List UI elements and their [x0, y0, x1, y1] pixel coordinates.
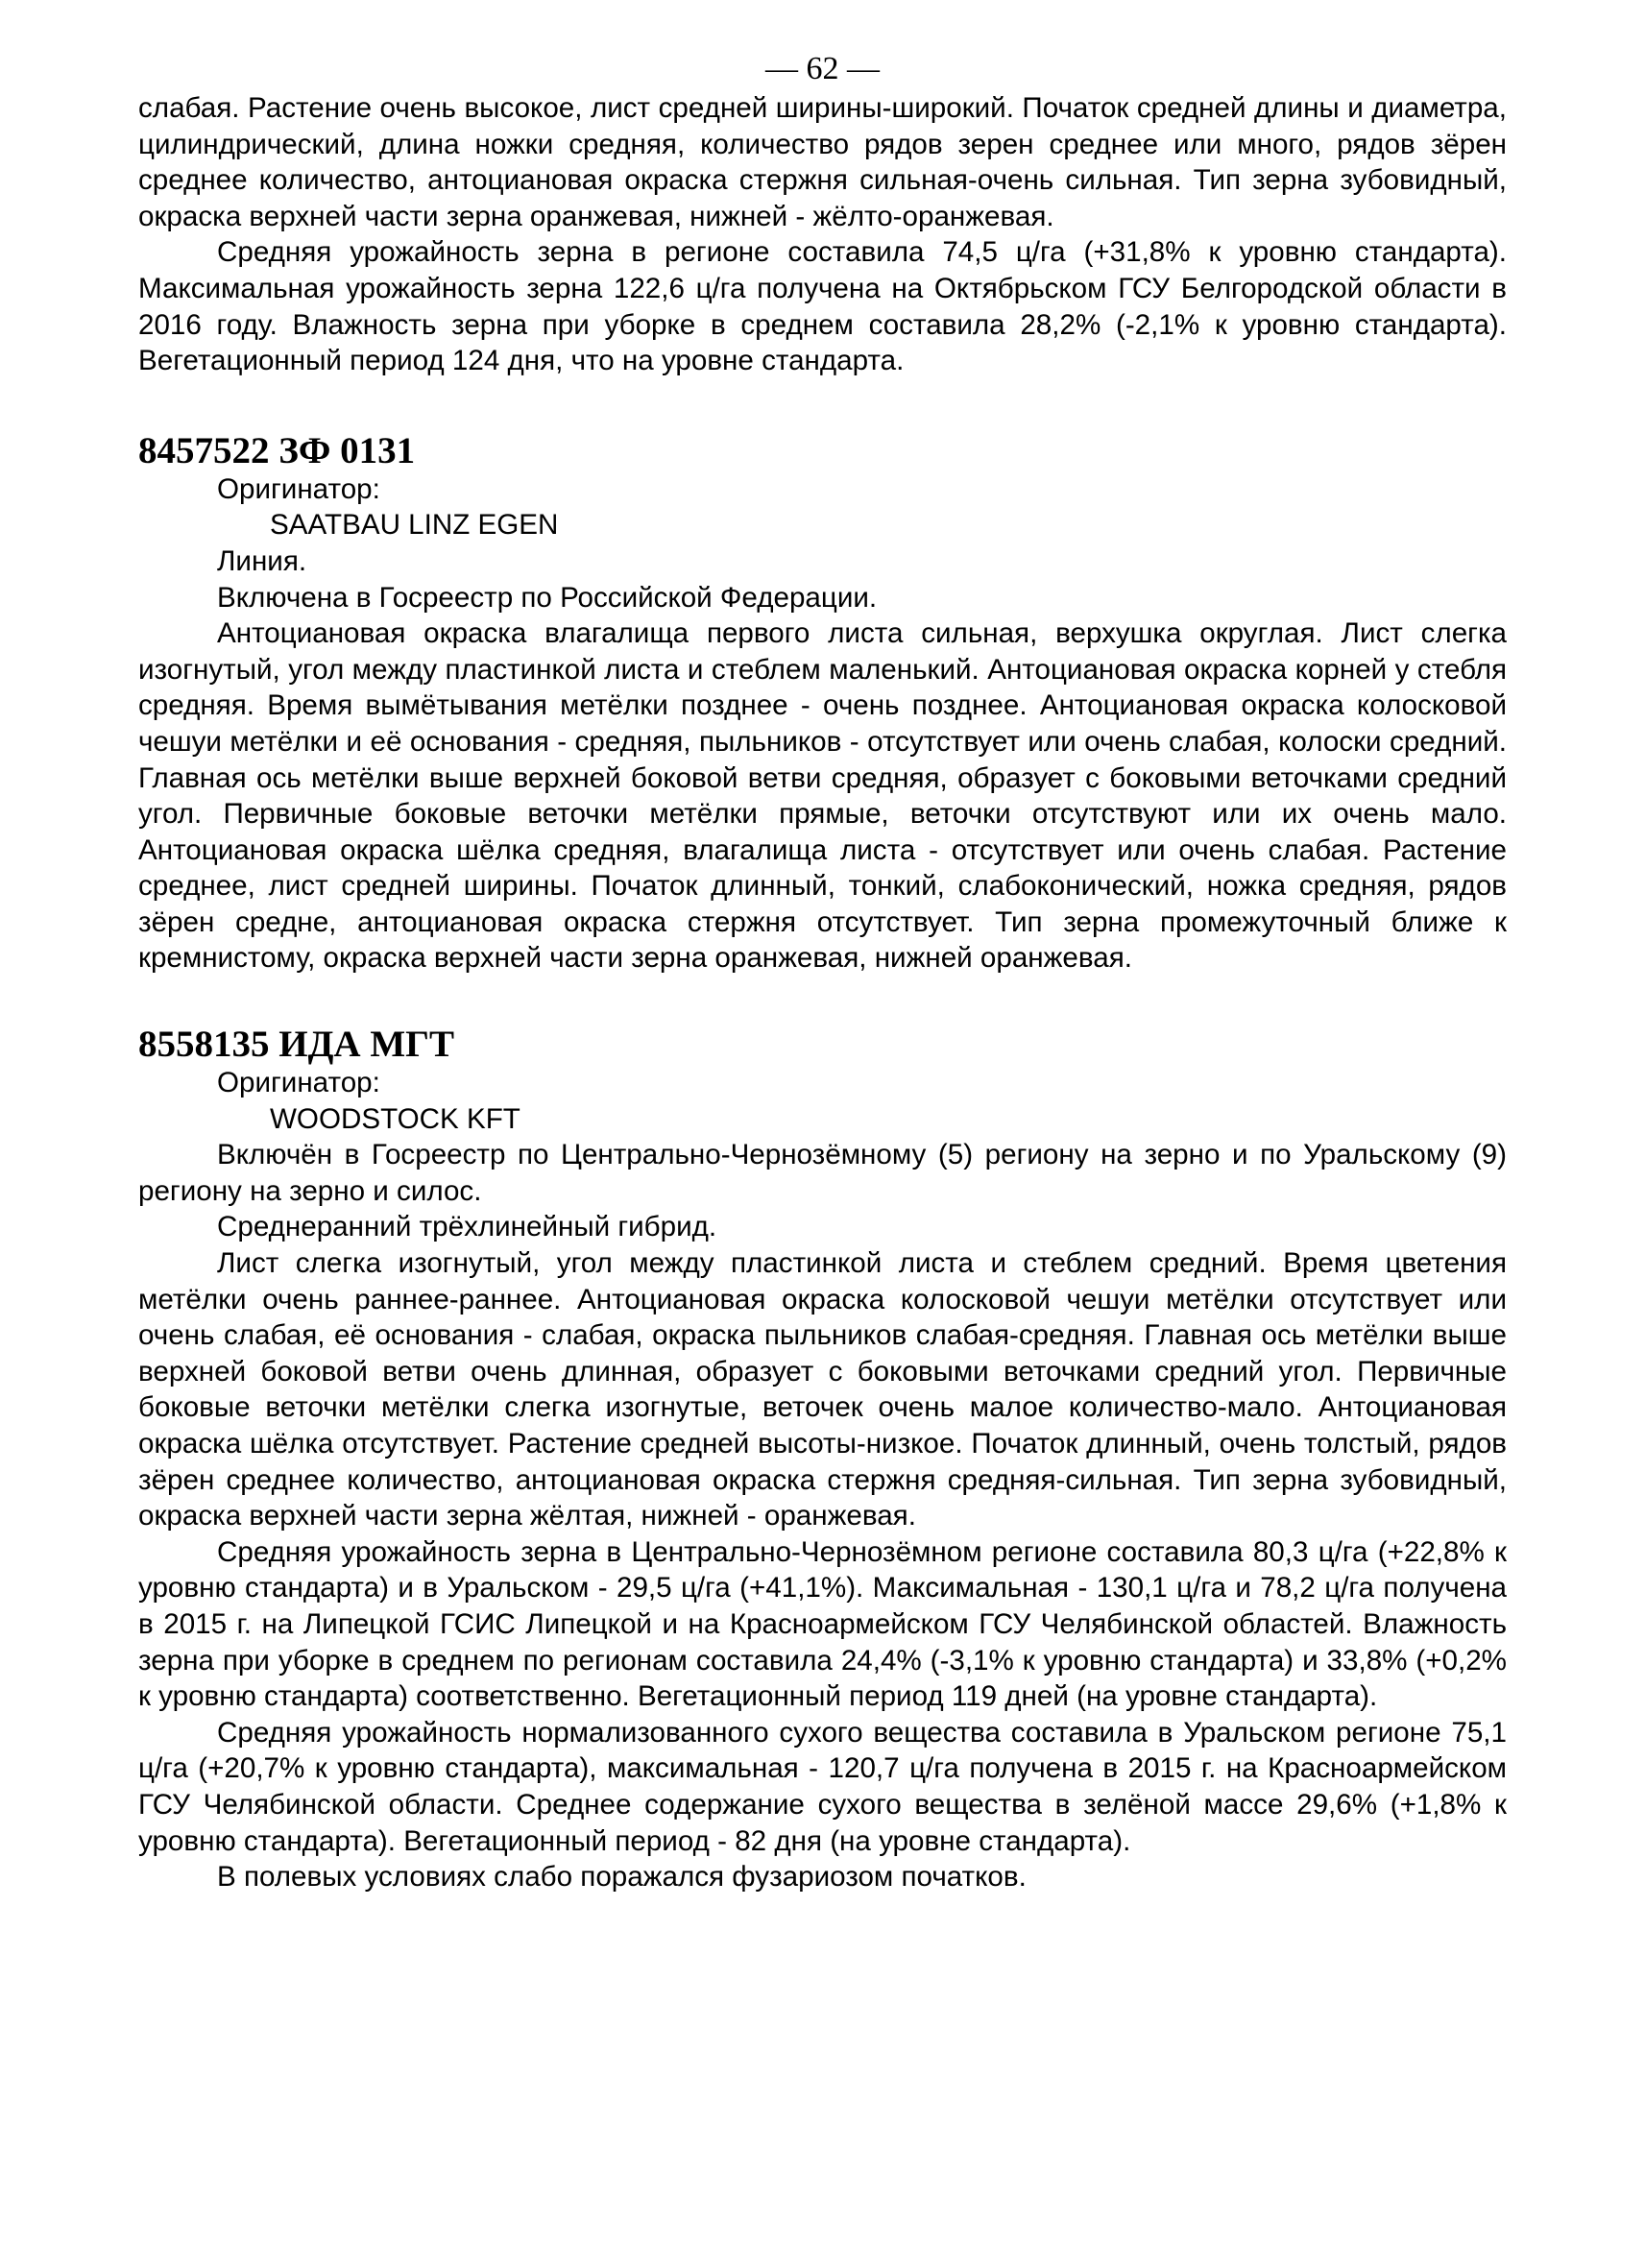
originator-label: Оригинатор:	[217, 472, 380, 505]
registry-info: Включён в Госреестр по Центрально-Чернозёмному (5) региону на зерно и по Уральскому (9) региону на зерно и силос.	[138, 1139, 1507, 1207]
originator-name: WOODSTOCK KFT	[270, 1102, 520, 1135]
intro-paragraph-continued: слабая. Растение очень высокое, лист средней ширины-широкий. Початок средней длины и диаметра, цилиндрический, длина ножки средняя, количество рядов зерен среднее или много, рядов зёрен среднее количество, антоциановая окраска стержня сильная-очень сильная. Тип зерна зубовидный, окраска верхней части зерна оранжевая, нижней - жёлто-оранжевая.	[138, 92, 1507, 232]
variety-heading: 8558135 ИДА МГТ	[138, 1024, 454, 1066]
variety-entry-ida-mgt	[138, 1025, 1507, 1895]
disease-note: В полевых условиях слабо поражался фузариозом початков.	[217, 1861, 1027, 1894]
document-page	[138, 50, 1507, 1895]
intro-yield-paragraph: Средняя урожайность зерна в регионе составила 74,5 ц/га (+31,8% к уровню стандарта). Максимальная урожайность зерна 122,6 ц/га получена на Октябрьском ГСУ Белгородской области в 2016 году. Влажность зерна при уборке в среднем составила 28,2% (-2,1% к уровню стандарта). Вегетационный период 124 дня, что на уровне стандарта.	[138, 236, 1507, 377]
dry-matter-yield-paragraph: Средняя урожайность нормализованного сухого вещества составила в Уральском регионе 75,1 ц/га (+20,7% к уровню стандарта), максимальная - 120,7 ц/га получена в 2015 г. на Красноармейском ГСУ Челябинской области. Среднее содержание сухого вещества в зелёной массе 29,6% (+1,8% к уровню стандарта). Вегетационный период - 82 дня (на уровне стандарта).	[138, 1716, 1507, 1857]
variety-heading: 8457522 ЗФ 0131	[138, 429, 416, 471]
grain-yield-paragraph: Средняя урожайность зерна в Центрально-Чернозёмном регионе составила 80,3 ц/га (+22,8% к уровню стандарта) и в Уральском - 29,5 ц/га (+41,1%). Максимальная - 130,1 ц/га и 78,2 ц/га получена в 2015 г. на Липецкой ГСИС Липецкой и на Красноармейском ГСУ Челябинской областей. Влажность зерна при уборке в среднем по регионам составила 24,4% (-3,1% к уровню стандарта) и 33,8% (+0,2% к уровню стандарта) соответственно. Вегетационный период 119 дней (на уровне стандарта).	[138, 1535, 1507, 1713]
variety-type: Линия.	[217, 544, 307, 577]
variety-description: Лист слегка изогнутый, угол между пластинкой листа и стеблем средний. Время цветения метёлки очень раннее-раннее. Антоциановая окраска колосковой чешуи метёлки отсутствует или очень слабая, её основания - слабая, окраска пыльников слабая-средняя. Главная ось метёлки выше верхней боковой ветви очень длинная, образует с боковыми веточками средний угол. Первичные боковые веточки метёлки слегка изогнутые, веточек очень малое количество-мало. Антоциановая окраска шёлка отсутствует. Растение средней высоты-низкое. Початок длинный, очень толстый, рядов зёрен среднее количество, антоциановая окраска стержня средняя-сильная. Тип зерна зубовидный, окраска верхней части зерна жёлтая, нижней - оранжевая.	[138, 1247, 1507, 1532]
originator-name: SAATBAU LINZ EGEN	[270, 509, 559, 542]
variety-description: Антоциановая окраска влагалища первого листа сильная, верхушка округлая. Лист слегка изогнутый, угол между пластинкой листа и стеблем маленький. Антоциановая окраска корней у стебля средняя. Время вымётывания метёлки позднее - очень позднее. Антоциановая окраска колосковой чешуи метёлки и её основания - средняя, пыльников - отсутствует или очень слабая, колоски средний. Главная ось метёлки выше верхней боковой ветви средняя, образует с боковыми веточками средний угол. Первичные боковые веточки метёлки прямые, веточки отсутствуют или их очень мало. Антоциановая окраска шёлка средняя, влагалища листа - отсутствует или очень слабая. Растение среднее, лист средней ширины. Початок длинный, тонкий, слабоконический, ножка средняя, рядов зёрен средне, антоциановая окраска стержня отсутствует. Тип зерна промежуточный ближе к кремнистому, окраска верхней части зерна оранжевая, нижней оранжевая.	[138, 617, 1507, 975]
variety-type: Среднеранний трёхлинейный гибрид.	[217, 1211, 717, 1243]
registry-info: Включена в Госреестр по Российской Федерации.	[217, 581, 878, 614]
originator-label: Оригинатор:	[217, 1067, 380, 1099]
page-number: — 62 —	[765, 51, 880, 86]
variety-entry-zf-0131	[138, 431, 1507, 977]
